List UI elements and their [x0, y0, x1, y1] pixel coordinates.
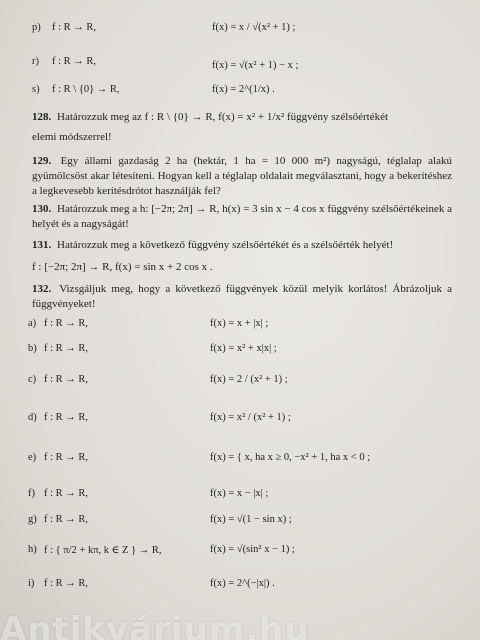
item-formula: f(x) = √(1 − sin x) ; [210, 514, 292, 525]
problem-number: 132. [32, 283, 52, 295]
item-mapping: f : { π/2 + kπ, k ∈ Z } → R, [44, 545, 162, 556]
item-label: p) [32, 22, 41, 33]
problem-number: 131. [32, 239, 52, 251]
item-mapping: f : R → R, [44, 374, 89, 385]
item-mapping: f : R \ {0} → R, [52, 84, 120, 95]
item-mapping: f : R → R, [44, 343, 89, 354]
item-mapping: f : R → R, [44, 514, 89, 525]
item-formula: f(x) = x² / (x² + 1) ; [210, 412, 291, 423]
item-formula: f(x) = x + |x| ; [210, 318, 269, 329]
item-mapping: f : R → R, [44, 488, 89, 499]
item-label: a) [28, 318, 37, 329]
item-formula: f(x) = x − |x| ; [210, 488, 269, 499]
problem-text: Határozzuk meg az f : R \ {0} → R, f(x) = x² + 1/x² függvény szélsőértékét [57, 111, 389, 123]
item-mapping: f : R → R, [52, 56, 97, 67]
watermark: Antikvárium.hu [0, 610, 310, 640]
problem-number: 128. [32, 111, 52, 123]
problem-text: Egy állami gazdaság 2 ha (hektár, 1 ha = 10 000 m²) nagyságú, téglalap alakú gyümölcsöst akar létesíteni. Hogyan kell a téglalap oldalait megválasztani, hogy a bekerítéshez a legkevesebb kerítésdrótot használják fel? [32, 155, 452, 197]
item-formula: f(x) = { x, ha x ≥ 0, −x² + 1, ha x < 0 ; [210, 452, 371, 463]
item-label: i) [28, 578, 35, 589]
problem-131-formula [32, 260, 452, 275]
item-label: s) [32, 84, 40, 95]
problem-131 [32, 238, 452, 253]
item-formula: f(x) = x / √(x² + 1) ; [212, 22, 296, 33]
item-formula: f(x) = √(sin² x − 1) ; [210, 544, 295, 555]
problem-text: Határozzuk meg a h: [−2π; 2π] → R, h(x) = 3 sin x − 4 cos x függvény szélsőértékeinek a helyét és a nagyságát! [32, 203, 452, 230]
item-label: h) [28, 544, 37, 555]
item-formula: f(x) = √(x² + 1) − x ; [212, 60, 299, 71]
item-label: b) [28, 343, 37, 354]
item-label: f) [28, 488, 35, 499]
problem-128 [32, 110, 452, 125]
problem-132 [32, 282, 452, 312]
problem-128-cont [32, 130, 452, 145]
item-formula: f(x) = 2^(1/x) . [212, 84, 275, 95]
item-mapping: f : R → R, [44, 578, 89, 589]
item-mapping: f : R → R, [44, 412, 89, 423]
item-formula: f(x) = 2 / (x² + 1) ; [210, 374, 288, 385]
item-label: r) [32, 56, 39, 67]
problem-130 [32, 202, 452, 232]
item-formula: f(x) = 2^(−|x|) . [210, 578, 275, 589]
problem-129 [32, 154, 452, 199]
problem-text: Vizsgáljuk meg, hogy a következő függvények közül melyik korlátos! Ábrázoljuk a függvényeket! [32, 283, 452, 310]
problem-formula: f : [−2π; 2π] → R, f(x) = sin x + 2 cos x . [32, 261, 213, 273]
item-mapping: f : R → R, [44, 452, 89, 463]
problem-text: elemi módszerrel! [32, 131, 112, 143]
item-label: e) [28, 452, 37, 463]
item-mapping: f : R → R, [44, 318, 89, 329]
item-mapping: f : R → R, [52, 22, 97, 33]
item-label: g) [28, 514, 37, 525]
item-label: c) [28, 374, 37, 385]
item-label: d) [28, 412, 37, 423]
problem-number: 130. [32, 203, 52, 215]
item-formula: f(x) = x² + x|x| ; [210, 343, 277, 354]
problem-text: Határozzuk meg a következő függvény szélsőértékét és a szélsőérték helyét! [57, 239, 394, 251]
problem-number: 129. [32, 155, 52, 167]
